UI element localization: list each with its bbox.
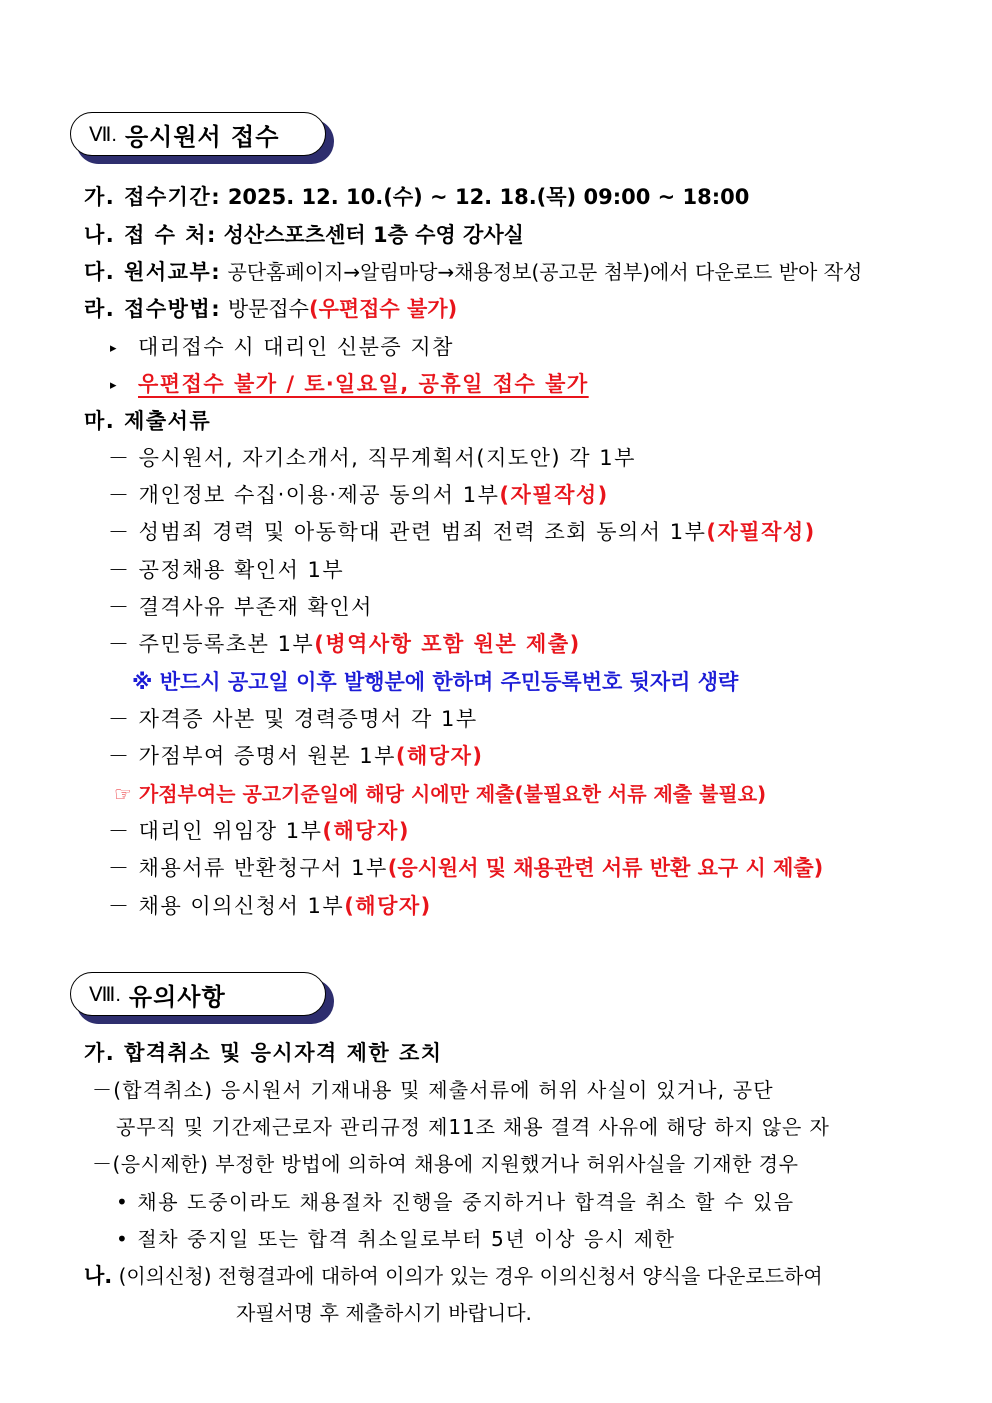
notice-line: －(합격취소) 응시원서 기재내용 및 제출서류에 허위 사실이 있거나, 공단 [92, 1078, 774, 1102]
doc-note: (해당자) [322, 819, 410, 843]
notice-line: －(응시제한) 부정한 방법에 의하여 채용에 지원했거나 허위사실을 기재한 경우 [92, 1152, 799, 1176]
receipt-period-label: 가. 접수기간: [84, 185, 222, 209]
required-docs-heading [84, 406, 211, 436]
doc-item [108, 443, 636, 473]
cancellation-heading: 가. 합격취소 및 응시자격 제한 조치 [84, 1041, 443, 1065]
objection-line-2: 자필서명 후 제출하시기 바랍니다. [236, 1301, 532, 1325]
form-distribution [84, 257, 862, 287]
receipt-method [84, 294, 457, 324]
header-box [70, 112, 326, 156]
required-docs-label: 마. 제출서류 [84, 409, 212, 433]
triangle-bullet-icon: ▸ [110, 378, 117, 393]
doc-note: (해당자) [344, 894, 432, 918]
doc-note: (해당자) [395, 744, 484, 768]
receipt-method-value: 방문접수 [227, 297, 309, 321]
doc-note: (병역사항 포함 원본 제출) [314, 632, 581, 656]
doc-item [108, 592, 373, 622]
doc-item [108, 704, 478, 734]
section-8-header [70, 972, 334, 1024]
doc-item [108, 741, 483, 771]
doc-item [108, 629, 581, 659]
doc-note: (응시원서 및 채용관련 서류 반환 요구 시 제출) [387, 856, 824, 880]
doc-text: － 개인정보 수집‧이용‧제공 동의서 1부 [108, 483, 500, 507]
doc-note: (자필작성) [499, 483, 609, 507]
doc-text: － 채용서류 반환청구서 1부 [108, 856, 388, 880]
doc-text: － 공정채용 확인서 1부 [108, 558, 345, 582]
method-bullet-text: 우편접수 불가 / 토‧일요일, 공휴일 접수 불가 [138, 372, 589, 396]
receipt-place [84, 220, 524, 250]
notice-line: 공무직 및 기간제근로자 관리규정 제11조 채용 결격 사유에 해당 하지 않은 자 [116, 1115, 830, 1139]
doc-text: － 자격증 사본 및 경력증명서 각 1부 [108, 707, 478, 731]
red-note: ☞ 가점부여는 공고기준일에 해당 시에만 제출(불필요한 서류 제출 불필요) [114, 782, 767, 806]
receipt-method-label: 라. 접수방법: [84, 297, 222, 321]
form-distribution-value: 공단홈페이지→알림마당→채용정보(공고문 첨부)에서 다운로드 받아 작성 [227, 260, 863, 284]
objection-text: (이의신청) 전형결과에 대하여 이의가 있는 경우 이의신청서 양식을 다운로드하여 [118, 1264, 823, 1288]
doc-text: － 대리인 위임장 1부 [108, 819, 323, 843]
receipt-method-note: (우편접수 불가) [308, 297, 458, 321]
method-bullet-text: 대리접수 시 대리인 신분증 지참 [138, 335, 454, 359]
doc-item [108, 517, 816, 547]
doc-item [108, 853, 823, 883]
section-7-number: Ⅶ. [89, 123, 117, 146]
doc-text: － 가점부여 증명서 원본 1부 [108, 744, 396, 768]
doc-item [108, 891, 432, 921]
doc-item [108, 816, 410, 846]
notice-line: • 절차 중지일 또는 합격 취소일로부터 5년 이상 응시 제한 [116, 1227, 676, 1251]
doc-text: － 성범죄 경력 및 아동학대 관련 범죄 전력 조회 동의서 1부 [108, 520, 707, 544]
receipt-place-label: 나. 접 수 처: [84, 223, 217, 247]
doc-item [108, 480, 609, 510]
doc-text: － 채용 이의신청서 1부 [108, 894, 345, 918]
section-8-number: Ⅷ. [89, 983, 121, 1006]
header-box [70, 972, 326, 1016]
objection-line [84, 1261, 823, 1291]
blue-note: ※ 반드시 공고일 이후 발행분에 한하며 주민등록번호 뒷자리 생략 [132, 670, 739, 694]
receipt-place-value: 성산스포츠센터 1층 수영 강사실 [223, 223, 524, 247]
receipt-period [84, 182, 749, 212]
doc-note: (자필작성) [706, 520, 816, 544]
form-distribution-label: 다. 원서교부: [84, 260, 222, 284]
doc-item [108, 555, 344, 585]
method-bullet-1 [110, 332, 454, 364]
doc-text: － 응시원서, 자기소개서, 직무계획서(지도안) 각 1부 [108, 446, 636, 470]
objection-label: 나. [84, 1264, 113, 1288]
receipt-period-value: 2025. 12. 10.(수) ~ 12. 18.(목) 09:00 ~ 18:00 [227, 185, 750, 209]
section-8-title: 유의사항 [128, 982, 226, 1011]
doc-text: － 결격사유 부존재 확인서 [108, 595, 373, 619]
section-7-title: 응시원서 접수 [124, 122, 280, 151]
method-bullet-2 [110, 369, 589, 401]
triangle-bullet-icon: ▸ [110, 341, 117, 356]
doc-text: － 주민등록초본 1부 [108, 632, 315, 656]
notice-line: • 채용 도중이라도 채용절차 진행을 중지하거나 합격을 취소 할 수 있음 [116, 1190, 795, 1214]
section-7-header [70, 112, 334, 164]
